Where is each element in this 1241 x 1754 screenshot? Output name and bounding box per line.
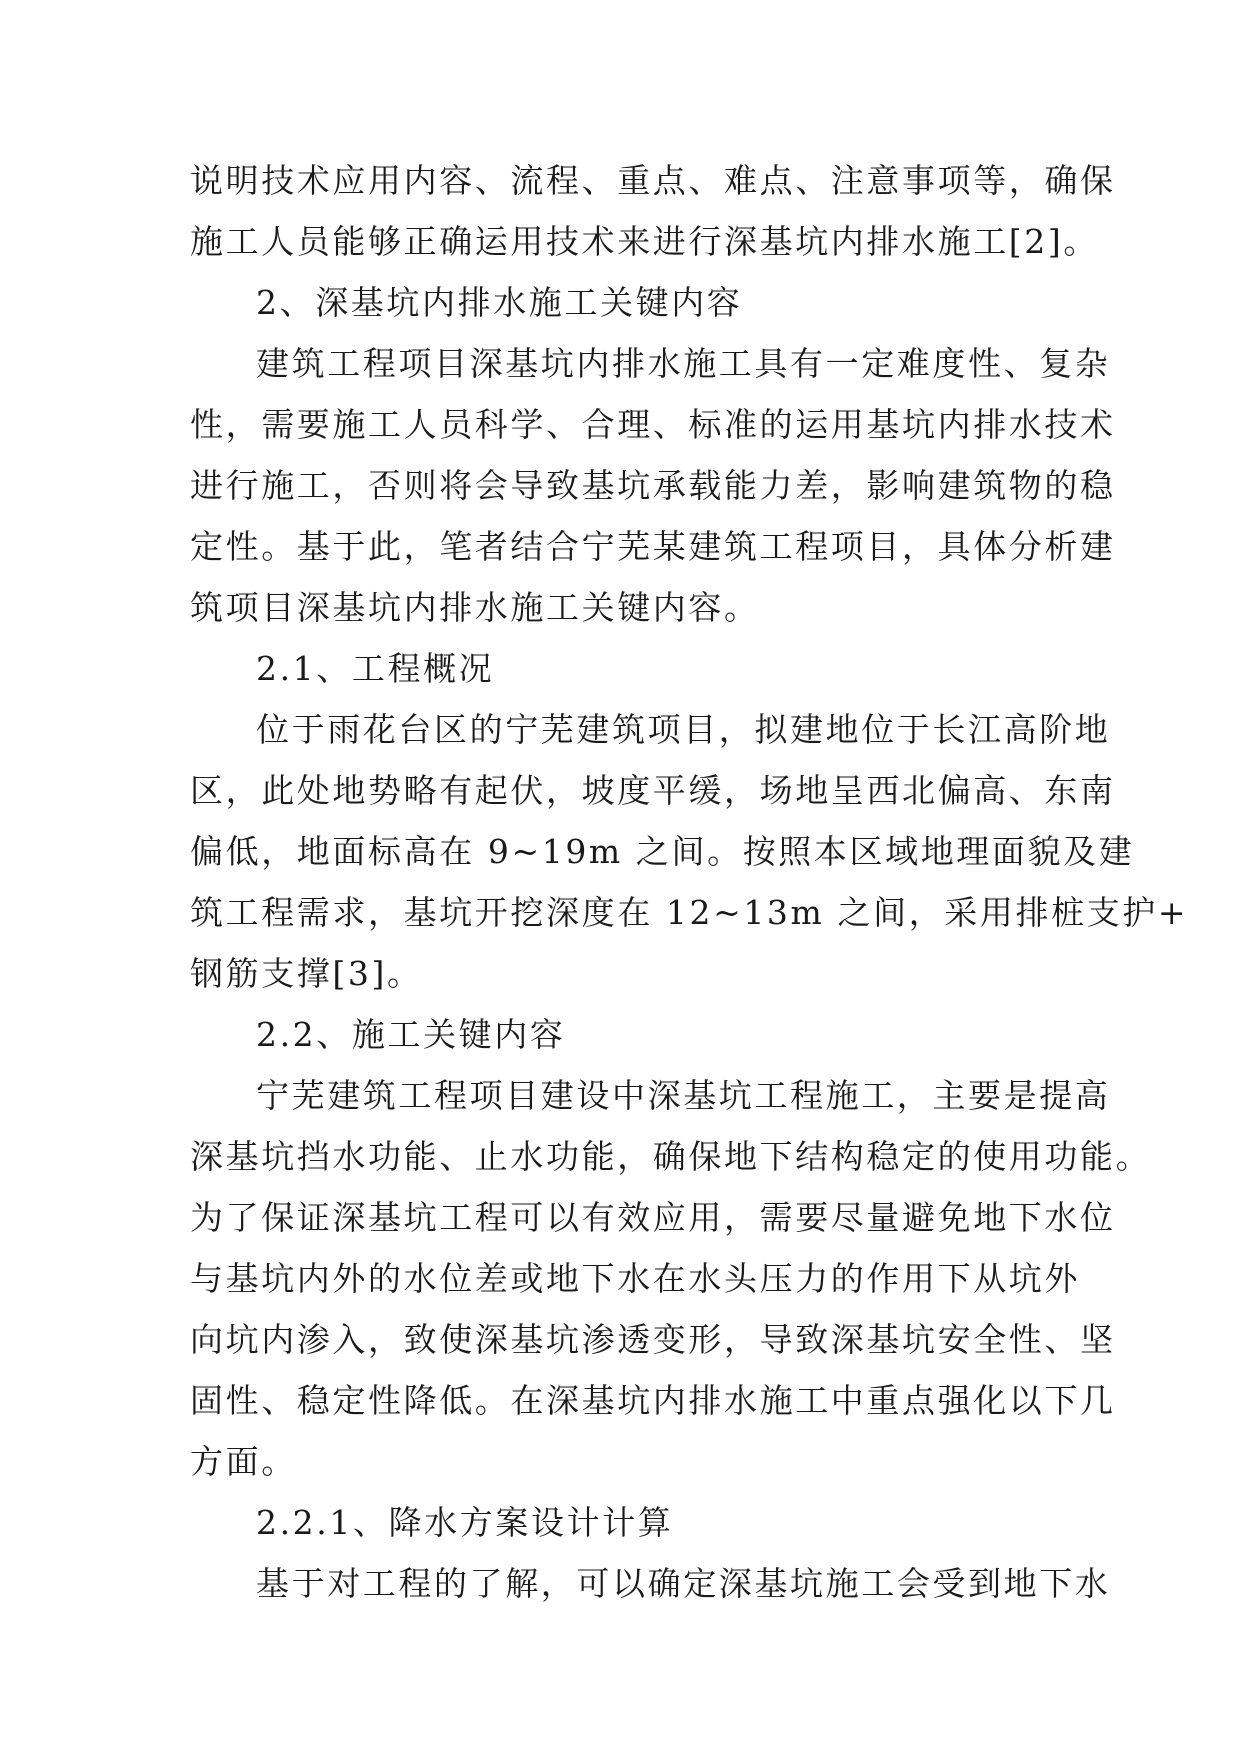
paragraph-first-line: 位于雨花台区的宁芜建筑项目，拟建地位于长江高阶地	[256, 710, 1111, 749]
text-line: 与基坑内外的水位差或地下水在水头压力的作用下从坑外	[190, 1259, 1080, 1298]
text-line: 钢筋支撑[3]。	[190, 954, 423, 993]
text-line: 偏低，地面标高在 9~19m 之间。按照本区域地理面貌及建	[190, 832, 1135, 871]
document-page	[190, 150, 1189, 1614]
text-line: 为了保证深基坑工程可以有效应用，需要尽量避免地下水位	[190, 1198, 1116, 1237]
text-line: 筑工程需求，基坑开挖深度在 12~13m 之间，采用排桩支护+	[190, 893, 1189, 932]
section-heading: 2.2.1、降水方案设计计算	[256, 1503, 674, 1542]
text-line: 方面。	[190, 1442, 297, 1481]
text-line: 深基坑挡水功能、止水功能，确保地下结构稳定的使用功能。	[190, 1137, 1152, 1176]
section-heading: 2、深基坑内排水施工关键内容	[256, 283, 743, 322]
text-line: 固性、稳定性降低。在深基坑内排水施工中重点强化以下几	[190, 1381, 1116, 1420]
text-line: 筑项目深基坑内排水施工关键内容。	[190, 588, 760, 627]
text-line: 区，此处地势略有起伏，坡度平缓，场地呈西北偏高、东南	[190, 771, 1116, 810]
text-line: 进行施工，否则将会导致基坑承载能力差，影响建筑物的稳	[190, 466, 1116, 505]
section-heading: 2.2、施工关键内容	[256, 1015, 566, 1054]
paragraph-first-line: 基于对工程的了解，可以确定深基坑施工会受到地下水	[256, 1564, 1111, 1603]
text-line: 性，需要施工人员科学、合理、标准的运用基坑内排水技术	[190, 405, 1116, 444]
section-heading: 2.1、工程概况	[256, 649, 495, 688]
text-line: 向坑内渗入，致使深基坑渗透变形，导致深基坑安全性、坚	[190, 1320, 1116, 1359]
text-line: 定性。基于此，笔者结合宁芜某建筑工程项目，具体分析建	[190, 527, 1116, 566]
text-line: 施工人员能够正确运用技术来进行深基坑内排水施工[2]。	[190, 222, 1099, 261]
text-line: 说明技术应用内容、流程、重点、难点、注意事项等，确保	[190, 161, 1116, 200]
paragraph-first-line: 建筑工程项目深基坑内排水施工具有一定难度性、复杂	[256, 344, 1111, 383]
paragraph-first-line: 宁芜建筑工程项目建设中深基坑工程施工，主要是提高	[256, 1076, 1111, 1115]
